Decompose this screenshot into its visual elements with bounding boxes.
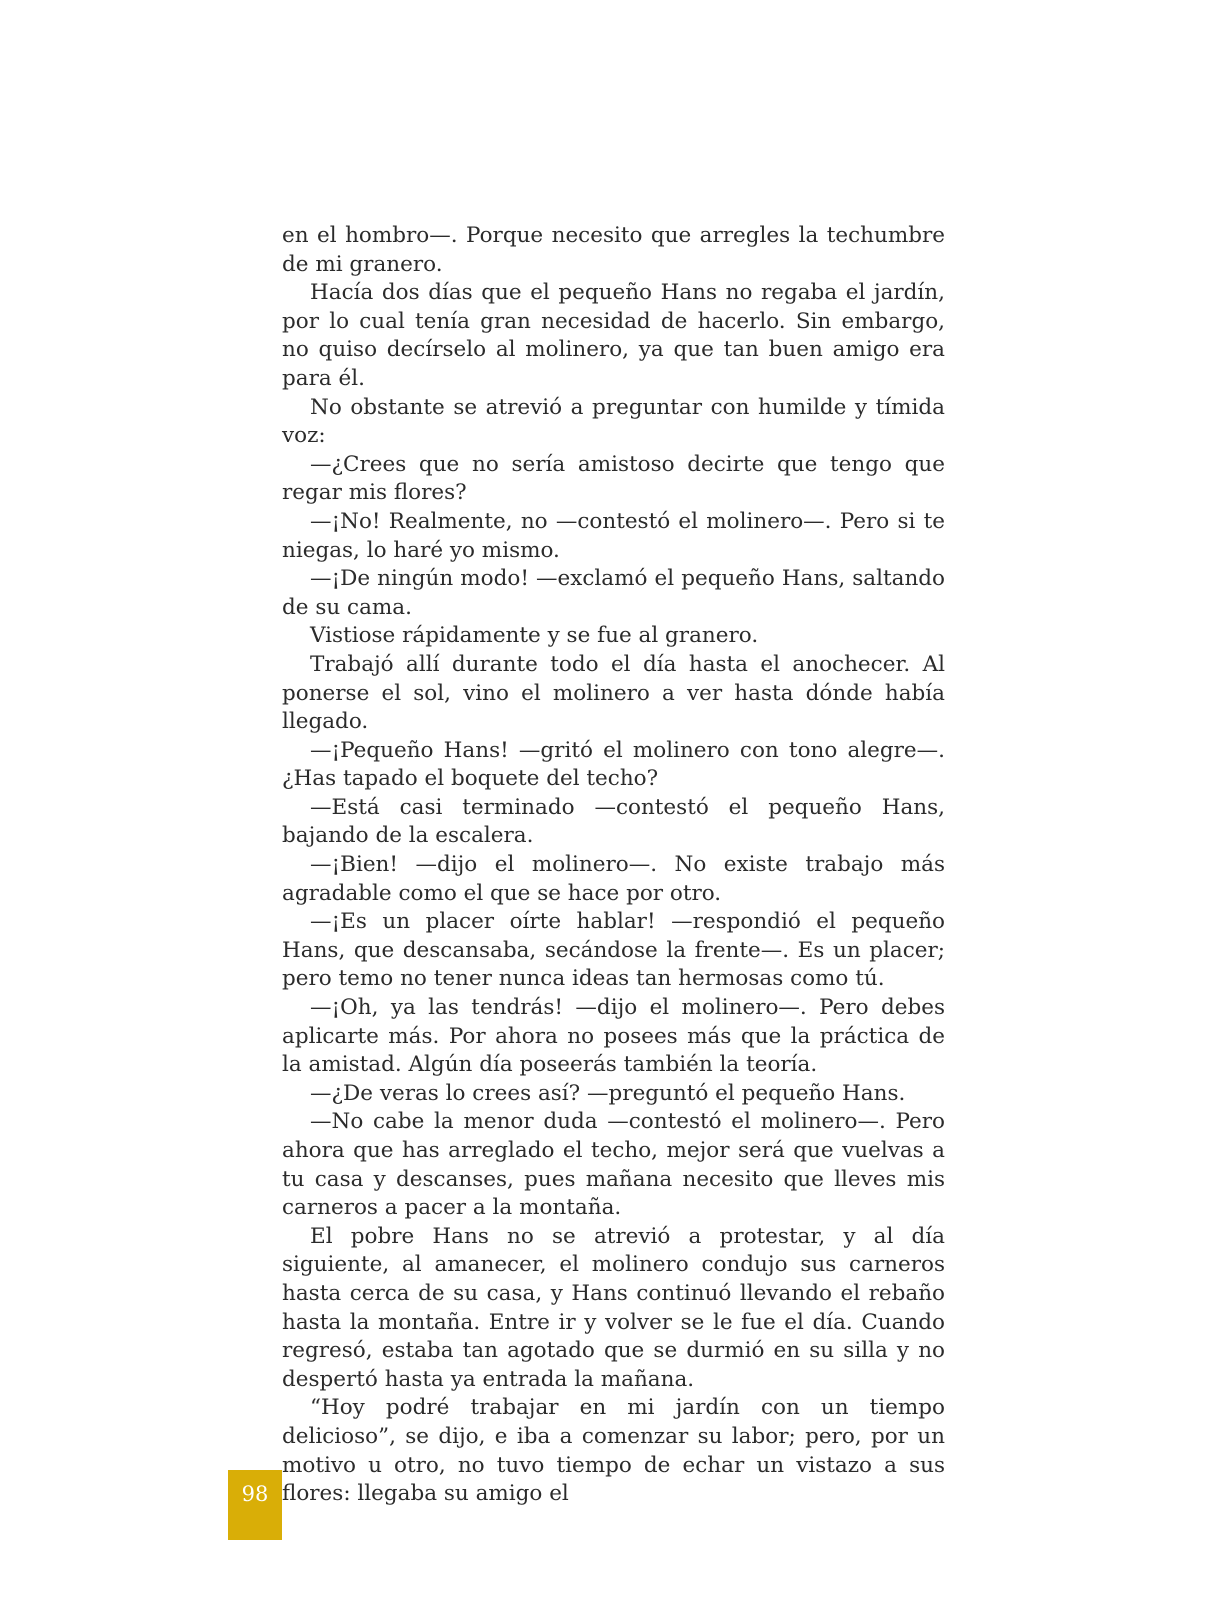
page-number-tab [228,1470,282,1540]
paragraph: —¡Es un placer oírte hablar! —respondió el pequeño Hans, que descansaba, secándose la frente—. Es un placer; pero temo no tener nunca ideas tan hermosas como tú. [282,909,945,992]
paragraph: El pobre Hans no se atrevió a protestar, y al día siguiente, al amanecer, el molinero condujo sus carneros hasta cerca de su casa, y Hans continuó llevando el rebaño hasta la montaña. Entre ir y volver se le fue el día. Cuando regresó, estaba tan agotado que se durmió en su silla y no despertó hasta ya entrada la mañana. [282,1223,945,1392]
paragraph: —¡Pequeño Hans! —gritó el molinero con tono alegre—. ¿Has tapado el boquete del techo? [282,737,945,792]
paragraph: —No cabe la menor duda —contestó el molinero—. Pero ahora que has arreglado el techo, mejor será que vuelvas a tu casa y descanses, pues mañana necesito que lleves mis carneros a pacer a la montaña. [282,1109,945,1221]
paragraph: —¡Oh, ya las tendrás! —dijo el molinero—. Pero debes aplicarte más. Por ahora no posees más que la práctica de la amistad. Algún día poseerás también la teoría. [282,995,945,1078]
paragraph: —Está casi terminado —contestó el pequeño Hans, bajando de la escalera. [282,794,945,849]
paragraph: “Hoy podré trabajar en mi jardín con un tiempo delicioso”, se dijo, e iba a comenzar su labor; pero, por un motivo u otro, no tuvo tiempo de echar un vistazo a sus flores: llegaba su amigo el [282,1395,945,1507]
paragraph: No obstante se atrevió a preguntar con humilde y tímida voz: [282,394,945,449]
paragraph: —¡No! Realmente, no —contestó el molinero—. Pero si te niegas, lo haré yo mismo. [282,508,945,563]
paragraph: —¿De veras lo crees así? —preguntó el pequeño Hans. [310,1080,906,1106]
paragraph: Hacía dos días que el pequeño Hans no regaba el jardín, por lo cual tenía gran necesidad de hacerlo. Sin embargo, no quiso decírselo al molinero, ya que tan buen amigo era para él. [282,280,945,391]
page-number: 98 [241,1482,269,1506]
paragraph: —¿Crees que no sería amistoso decirte que tengo que regar mis flores? [282,451,945,506]
paragraph: Vistiose rápidamente y se fue al granero. [310,623,759,649]
paragraph: Trabajó allí durante todo el día hasta el anochecer. Al ponerse el sol, vino el molinero a ver hasta dónde había llegado. [282,651,945,735]
paragraph: —¡De ningún modo! —exclamó el pequeño Hans, saltando de su cama. [282,566,945,620]
paragraph: en el hombro—. Porque necesito que arregles la techumbre de mi granero. [282,223,945,277]
paragraph: —¡Bien! —dijo el molinero—. No existe trabajo más agradable como el que se hace por otro. [282,852,945,906]
body-text [282,222,945,1509]
